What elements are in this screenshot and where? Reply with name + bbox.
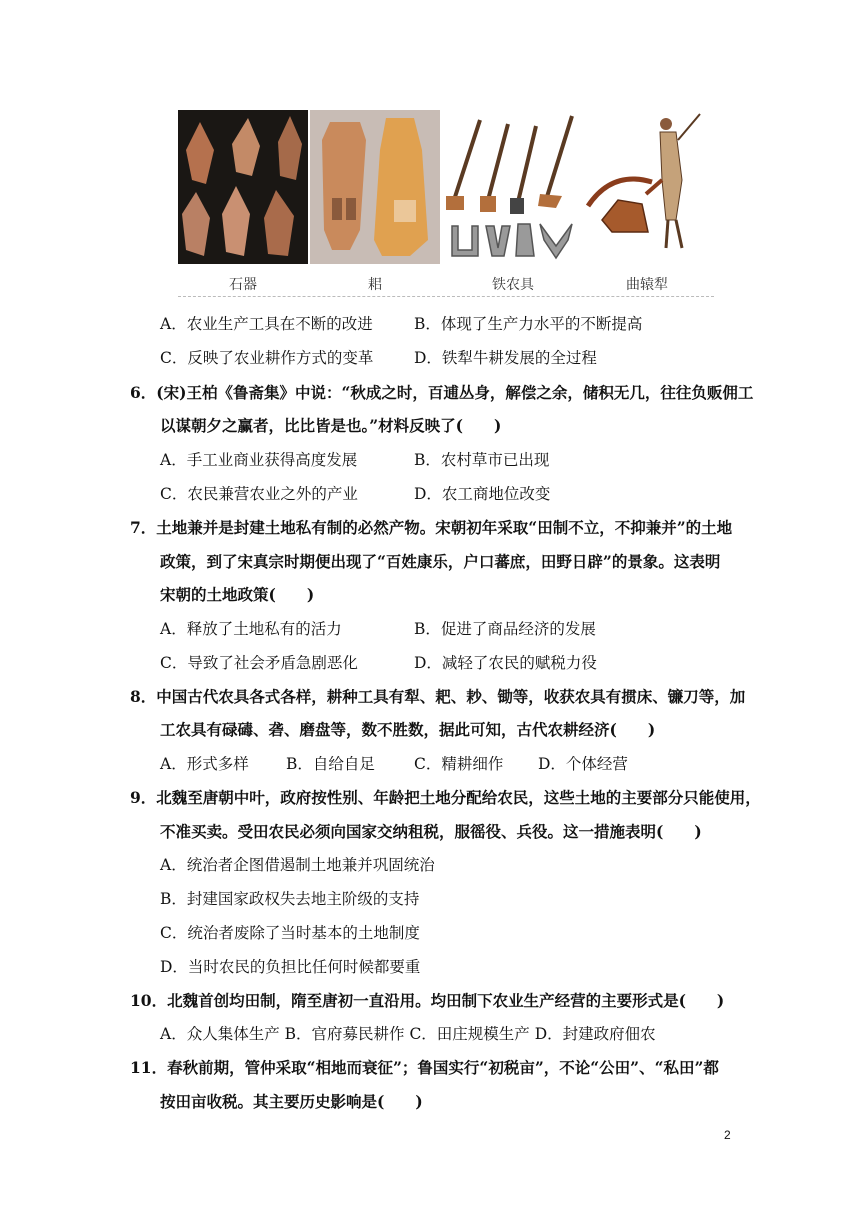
caption-iron-tools: 铁农具 — [492, 277, 534, 293]
q7-option-b: B．促进了商品经济的发展 — [414, 620, 596, 638]
q10-options: A．众人集体生产 B．官府募民耕作 C．田庄规模生产 D．封建政府佃农 — [160, 1025, 656, 1043]
q9-option-a: A．统治者企图借遏制土地兼并巩固统治 — [160, 856, 435, 874]
q9-option-d: D．当时农民的负担比任何时候都要重 — [160, 958, 421, 976]
q6-option-a: A．手工业商业获得高度发展 — [160, 451, 358, 469]
q6-stem-line2: 以谋朝夕之赢者，比比皆是也。”材料反映了( ) — [160, 416, 502, 435]
q7-option-a: A．释放了土地私有的活力 — [160, 620, 342, 638]
q5-option-b: B．体现了生产力水平的不断提高 — [414, 315, 643, 333]
q9-option-c: C．统治者废除了当时基本的土地制度 — [160, 924, 420, 942]
q9-stem-line2: 不准买卖。受田农民必须向国家交纳租税，服徭役、兵役。这一措施表明( ) — [160, 822, 702, 841]
q7-stem-line3: 宋朝的土地政策( ) — [160, 585, 315, 604]
caption-si: 耜 — [368, 277, 382, 293]
q10-stem-line1: 10．北魏首创均田制，隋至唐初一直沿用。均田制下农业生产经营的主要形式是( ) — [130, 991, 725, 1010]
q5-option-c: C．反映了农业耕作方式的变革 — [160, 349, 374, 367]
q8-option-d: D．个体经营 — [538, 755, 628, 773]
q8-option-a: A．形式多样 — [160, 755, 249, 773]
curved-plow-drawing — [582, 110, 714, 264]
q8-stem-line2: 工农具有碌碡、砻、磨盘等，数不胜数，据此可知，古代农耕经济( ) — [160, 720, 656, 739]
q5-option-d: D．铁犁牛耕发展的全过程 — [414, 349, 597, 367]
q6-option-d: D．农工商地位改变 — [414, 485, 551, 503]
figure-divider — [178, 296, 714, 297]
page-number: 2 — [724, 1128, 731, 1142]
q5-option-a: A．农业生产工具在不断的改进 — [160, 315, 373, 333]
q8-option-b: B．自给自足 — [286, 755, 375, 773]
si-spade-photo — [310, 110, 440, 264]
farm-tools-figure — [178, 110, 714, 300]
q11-stem-line2: 按田亩收税。其主要历史影响是( ) — [160, 1092, 423, 1111]
q9-option-b: B．封建国家政权失去地主阶级的支持 — [160, 890, 420, 908]
q6-stem-line1: 6．(宋)王柏《鲁斋集》中说：“秋成之时，百逋丛身，解偿之余，储积无几，往往负贩佣工 — [130, 383, 754, 402]
q7-stem-line1: 7．土地兼并是封建土地私有制的必然产物。宋朝初年采取“田制不立，不抑兼并”的土地 — [130, 518, 733, 537]
q7-option-d: D．减轻了农民的赋税力役 — [414, 654, 597, 672]
q6-option-c: C．农民兼营农业之外的产业 — [160, 485, 358, 503]
iron-tools-drawing — [444, 110, 580, 264]
q6-option-b: B．农村草市已出现 — [414, 451, 550, 469]
caption-stone-tools: 石器 — [229, 277, 257, 293]
q8-option-c: C．精耕细作 — [414, 755, 504, 773]
q7-option-c: C．导致了社会矛盾急剧恶化 — [160, 654, 358, 672]
q8-stem-line1: 8．中国古代农具各式各样，耕种工具有犁、耙、耖、锄等，收获农具有掼床、镰刀等，加 — [130, 687, 746, 706]
caption-curved-plow: 曲辕犁 — [626, 277, 668, 293]
q9-stem-line1: 9．北魏至唐朝中叶，政府按性别、年龄把土地分配给农民，这些土地的主要部分只能使用， — [130, 788, 761, 807]
stone-tools-photo — [178, 110, 308, 264]
q11-stem-line1: 11．春秋前期，管仲采取“相地而衰征”；鲁国实行“初税亩”，不论“公田”、“私田”都 — [130, 1058, 719, 1077]
q7-stem-line2: 政策，到了宋真宗时期便出现了“百姓康乐，户口蕃庶，田野日辟”的景象。这表明 — [160, 552, 721, 571]
